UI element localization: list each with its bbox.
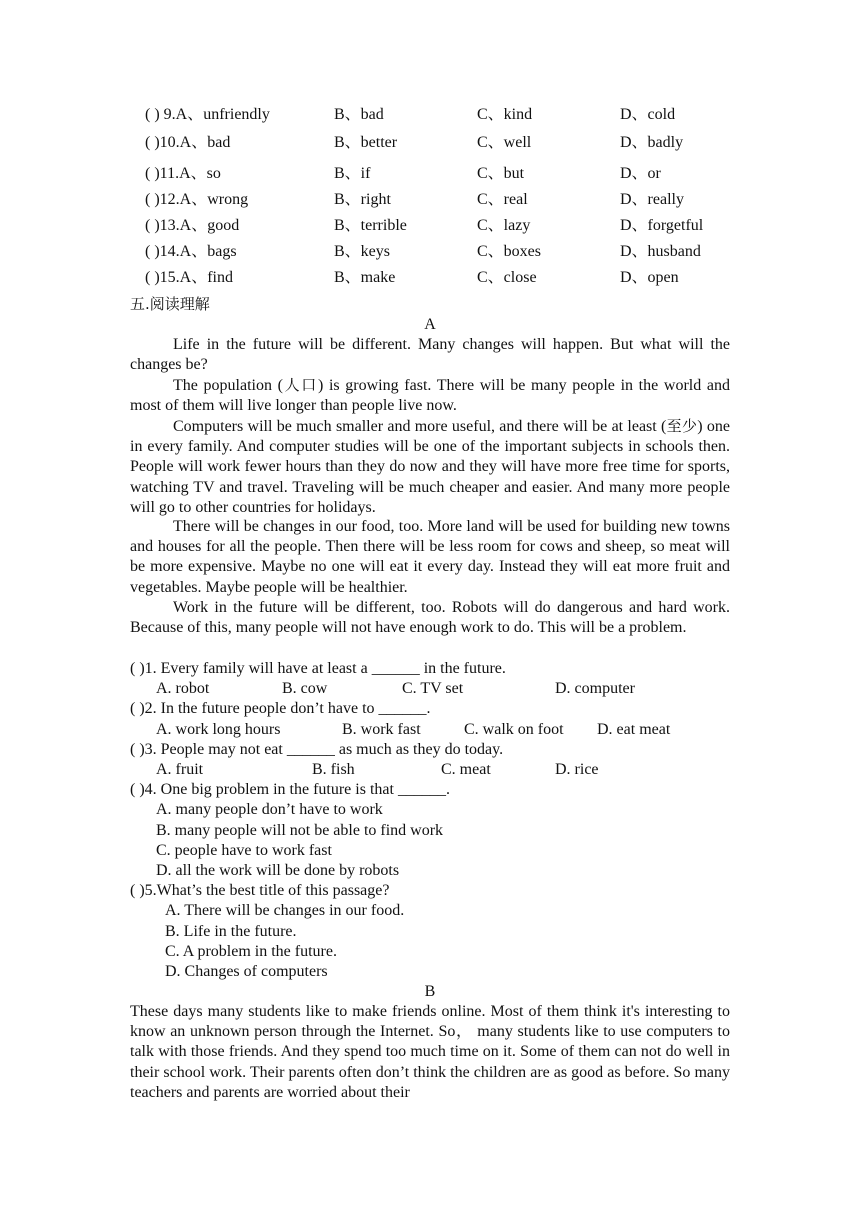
option-b: B、bad [334, 106, 384, 123]
option-d: D、forgetful [620, 217, 704, 234]
question-stem: ( )4. One big problem in the future is that ______. [130, 781, 450, 798]
option-b: B、keys [334, 243, 391, 260]
option-c: C、kind [477, 106, 533, 123]
question-number: ( )13.A、good [145, 217, 240, 234]
option: C. people have to work fast [156, 842, 332, 859]
cloze-row [0, 216, 860, 236]
option: A. There will be changes in our food. [165, 902, 405, 919]
passage-a-paragraph: There will be changes in our food, too. More land will be used for building new towns and houses for all the people. Then there will be less room for cows and sheep, so meat will be more expensive. Maybe no one will eat it every day. Instead they will eat more fruit and vegetables. Maybe people will be healthier. [130, 518, 730, 596]
chinese-gloss: 人口 [282, 376, 318, 394]
chinese-gloss: 至少 [666, 417, 698, 435]
passage-a-paragraph: Life in the future will be different. Many changes will happen. But what will the changes be? [130, 336, 730, 374]
option-c: C、but [477, 165, 525, 182]
option: C. TV set [402, 680, 464, 697]
option: B. cow [282, 680, 328, 697]
option-c: C、real [477, 191, 528, 208]
option-c: C、lazy [477, 217, 531, 234]
option: D. Changes of computers [165, 963, 328, 980]
question-number: ( )14.A、bags [145, 243, 237, 260]
passage-a-paragraph: Work in the future will be different, too. Robots will do dangerous and hard work. Because of this, many people will not have enough work to do. This will be a problem. [130, 599, 730, 637]
option: A. work long hours [156, 721, 281, 738]
passage-a-paragraph [130, 416, 730, 518]
paragraph-text: ) one in every family. And computer studies will be one of the important subjects in schools then. People will work fewer hours than they do now and they will have more free time for sports, watching TV and travel. Traveling will be much cheaper and easier. And many more people will go to other countries for holidays. [130, 418, 730, 516]
question-number: ( ) 9.A、unfriendly [145, 106, 270, 123]
option: D. eat meat [597, 721, 671, 738]
passage-a-heading: A [424, 316, 436, 333]
option-d: D、or [620, 165, 661, 182]
paragraph-text: The population ( [173, 377, 283, 394]
option-c: C、close [477, 269, 537, 286]
question-stem: ( )3. People may not eat ______ as much as they do today. [130, 741, 504, 758]
option: B. work fast [342, 721, 421, 738]
option-d: D、badly [620, 134, 684, 151]
cloze-row [0, 133, 860, 153]
option: C. A problem in the future. [165, 943, 337, 960]
question-stem: ( )5.What’s the best title of this passage? [130, 882, 390, 899]
passage-b-paragraph: These days many students like to make friends online. Most of them think it's interesting to know an unknown person through the Internet. So， many students like to use computers to talk with those friends. And they spend too much time on it. Some of them can not do well in their school work. Their parents often don’t think the children are as good as before. So many teachers and parents are worried about their [130, 1003, 730, 1101]
cloze-row [0, 242, 860, 262]
passage-b-heading: B [424, 983, 436, 1000]
question-number: ( )15.A、find [145, 269, 233, 286]
question-number: ( )12.A、wrong [145, 191, 249, 208]
option-b: B、right [334, 191, 391, 208]
question-number: ( )11.A、so [145, 165, 221, 182]
option: B. many people will not be able to find work [156, 822, 444, 839]
option-d: D、cold [620, 106, 676, 123]
option: D. computer [555, 680, 635, 697]
option-d: D、open [620, 269, 679, 286]
option-c: C、well [477, 134, 532, 151]
section-title: 五.阅读理解 [130, 295, 210, 313]
cloze-row [0, 105, 860, 125]
paragraph-text: Computers will be much smaller and more useful, and there will be at least ( [173, 418, 667, 435]
option-b: B、make [334, 269, 396, 286]
question-stem: ( )1. Every family will have at least a ______ in the future. [130, 660, 506, 677]
question-number: ( )10.A、bad [145, 134, 231, 151]
cloze-row [0, 164, 860, 184]
question-stem: ( )2. In the future people don’t have to ______. [130, 700, 431, 717]
cloze-row [0, 190, 860, 210]
option: A. fruit [156, 761, 204, 778]
option-b: B、better [334, 134, 398, 151]
option: C. meat [441, 761, 491, 778]
option: D. rice [555, 761, 599, 778]
option-d: D、really [620, 191, 684, 208]
option: B. fish [312, 761, 355, 778]
option: D. all the work will be done by robots [156, 862, 400, 879]
option-c: C、boxes [477, 243, 542, 260]
option: A. many people don’t have to work [156, 801, 383, 818]
option-d: D、husband [620, 243, 701, 260]
option: C. walk on foot [464, 721, 564, 738]
option-b: B、if [334, 165, 371, 182]
option: B. Life in the future. [165, 923, 297, 940]
option: A. robot [156, 680, 210, 697]
paragraph-text: ) is growing fast. There will be many people in the world and most of them will live longer than people live now. [130, 377, 730, 415]
passage-a-paragraph [130, 375, 730, 416]
cloze-row [0, 268, 860, 288]
option-b: B、terrible [334, 217, 407, 234]
